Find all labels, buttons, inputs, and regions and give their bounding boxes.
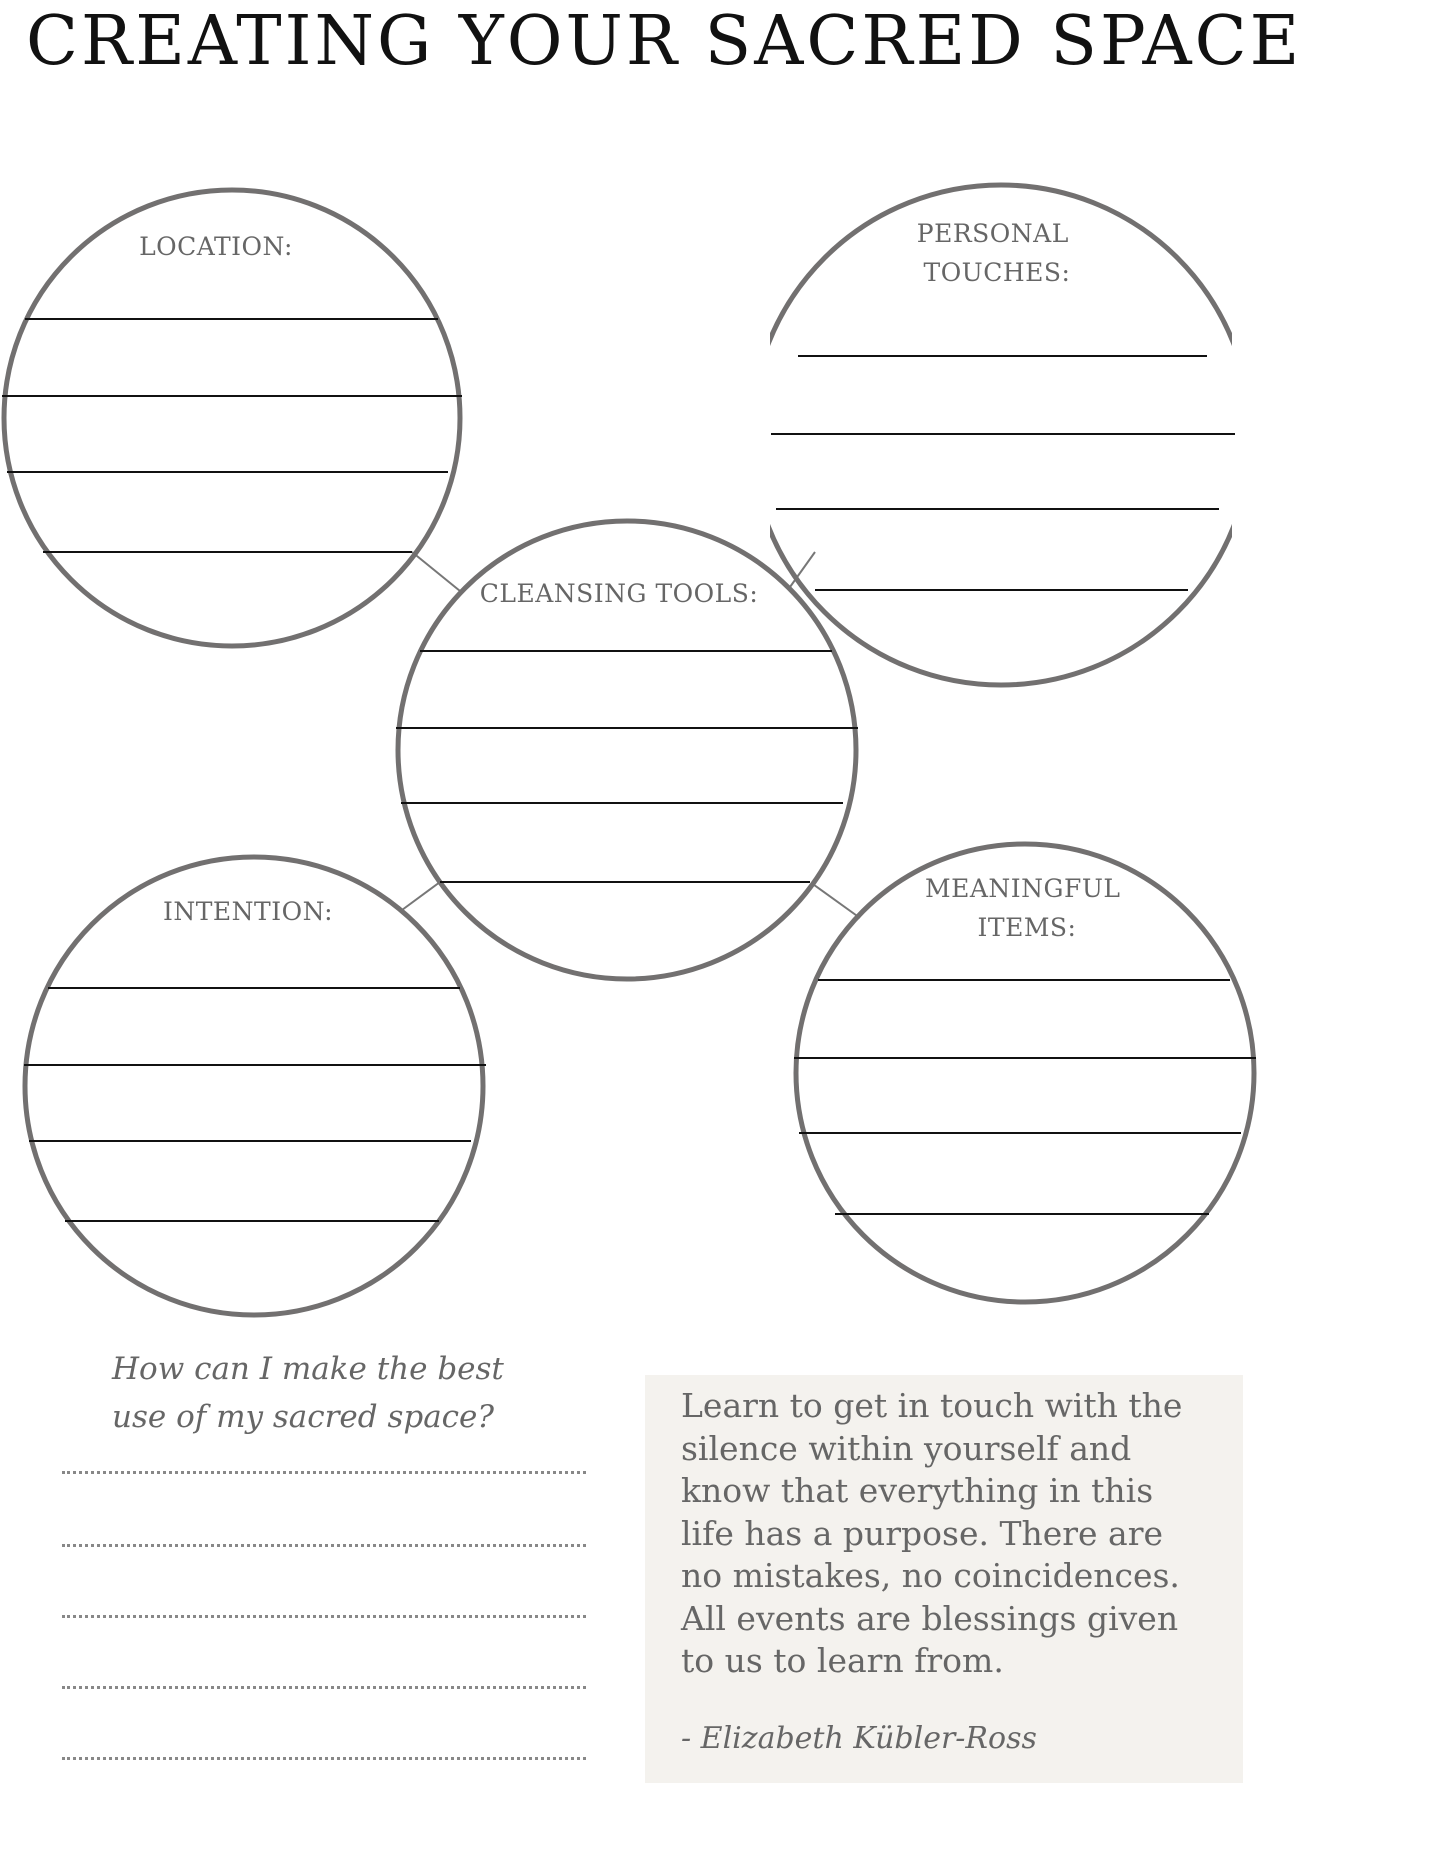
personal-touches-circle <box>751 185 1251 685</box>
intention-circle <box>24 857 486 1315</box>
answer-line[interactable] <box>62 1544 586 1547</box>
personal-touches-label-line: PERSONAL <box>916 219 1069 248</box>
answer-line[interactable] <box>62 1615 586 1618</box>
cleansing-tools-label-line: CLEANSING TOOLS: <box>479 579 759 608</box>
location-label <box>139 232 293 261</box>
page-title: CREATING YOUR SACRED SPACE <box>26 2 1303 81</box>
personal-touches-label <box>917 219 1078 287</box>
meaningful-items-writing-lines[interactable] <box>794 980 1256 1214</box>
meaningful-items-label-line: MEANINGFUL <box>925 874 1121 903</box>
intention-label-line: INTENTION: <box>162 897 334 926</box>
quote-text: Learn to get in touch with the silence within yourself and know that everything in this life has a purpose. There are no mistakes, no coincidences. All events are blessings given to us to learn from. <box>681 1386 1183 1680</box>
personal-touches-writing-lines[interactable] <box>771 356 1235 590</box>
answer-line[interactable] <box>62 1757 586 1760</box>
location-label-line: LOCATION: <box>139 232 293 261</box>
answer-line[interactable] <box>62 1471 586 1474</box>
answer-line[interactable] <box>62 1686 586 1689</box>
intention-writing-lines[interactable] <box>24 988 486 1221</box>
meaningful-items-label <box>925 874 1129 942</box>
connector-location-cleansing <box>412 552 460 591</box>
reflection-question: How can I make the best use of my sacred space? <box>112 1351 504 1435</box>
location-writing-lines[interactable] <box>2 319 462 552</box>
location-circle <box>2 190 462 646</box>
connector-personal-cleansing <box>790 552 815 587</box>
quote-box <box>645 1375 1243 1783</box>
cleansing-tools-label <box>480 579 759 608</box>
intention-label <box>163 897 333 926</box>
personal-touches-label-line: TOUCHES: <box>923 258 1071 287</box>
connector-meaningful-cleansing <box>810 882 860 918</box>
quote-author: - Elizabeth Kübler-Ross <box>681 1720 1037 1756</box>
meaningful-items-label-line: ITEMS: <box>977 913 1077 942</box>
cleansing-tools-circle <box>396 521 858 979</box>
meaningful-items-circle <box>794 844 1256 1302</box>
connector-intention-cleansing <box>402 882 440 910</box>
